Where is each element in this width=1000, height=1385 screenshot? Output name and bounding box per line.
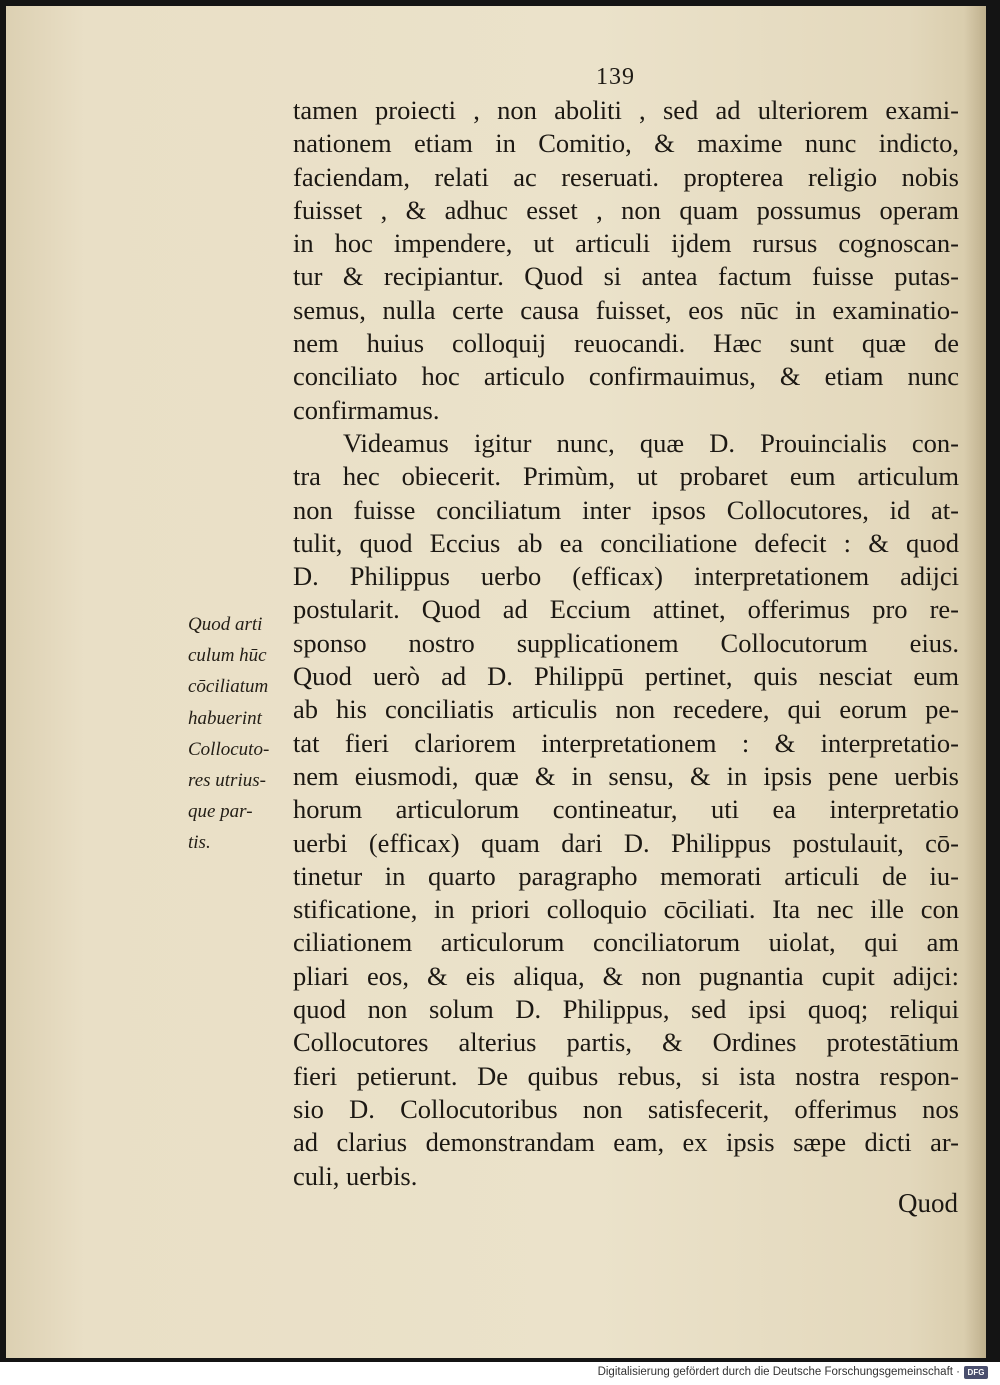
body-text [293,94,959,1193]
margin-note-line: cōciliatum [188,676,269,698]
text-line: quod non solum D. Philippus, sed ipsi quoq; reliqui [293,994,959,1025]
text-line: confirmamus. [293,394,440,425]
dfg-logo-icon: DFG [964,1366,988,1379]
text-line: D. Philippus uerbo (efficax) interpretationem adijci [293,561,959,592]
text-line: semus, nulla certe causa fuisset, eos nūc in examinatio- [293,294,959,325]
margin-note-line: Quod arti [188,614,263,635]
margin-note [188,609,298,859]
text-line: postularit. Quod ad Eccium attinet, offerimus pro re- [293,594,959,625]
text-line: sio D. Collocutoribus non satisfecerit, offerimus nos [293,1093,959,1124]
text-line: non fuisse conciliatum inter ipsos Collocutores, id at- [293,494,959,525]
margin-note-line: tis. [188,832,211,854]
margin-note-line: que par- [188,801,253,823]
margin-note-line: res utrius- [188,769,266,791]
page-edge-shadow [964,6,986,1358]
text-line: ciliationem articulorum conciliatorum uiolat, qui am [293,927,959,958]
catchword: Quod [898,1188,958,1218]
margin-note-line: culum hūc [188,645,267,667]
text-line: tra hec obiecerit. Primùm, ut probaret eum articulum [293,461,959,492]
text-line: Collocutores alterius partis, & Ordines protestātium [293,1027,959,1058]
margin-note-line: habuerint [188,707,262,729]
text-line: horum articulorum contineatur, uti ea interpretatio [293,794,959,825]
text-line: faciendam, relati ac reseruati. propterea religio nobis [293,161,959,192]
text-line: stificatione, in priori colloquio cōciliati. Ita nec ille con [293,894,959,925]
text-line: culi, uerbis. [293,1160,418,1191]
text-line: tulit, quod Eccius ab ea conciliatione defecit : & quod [293,527,959,558]
text-line: Quod uerò ad D. Philippū pertinet, quis nesciat eum [293,661,959,692]
margin-note-line: Collocuto- [188,738,270,760]
text-line: tamen proiecti , non aboliti , sed ad ulteriorem exami- [293,95,959,125]
text-line: tinetur in quarto paragrapho memorati articuli de iu- [293,860,959,891]
text-line: uerbi (efficax) quam dari D. Philippus postulauit, cō- [293,827,959,858]
text-line: fuisset , & adhuc esset , non quam possumus operam [293,194,959,225]
text-line: conciliato hoc articulo confirmauimus, & etiam nunc [293,361,959,392]
text-line: nem eiusmodi, quæ & in sensu, & in ipsis pene uerbis [293,760,959,791]
page-number: 139 [596,64,635,90]
text-line: pliari eos, & eis aliqua, & non pugnantia cupit adijci: [293,960,959,991]
funding-credit: Digitalisierung gefördert durch die Deutsche Forschungsgemeinschaft · [597,1366,960,1378]
text-line: tat fieri clariorem interpretationem : & interpretatio- [293,727,959,758]
text-line: fieri petierunt. De quibus rebus, si ista nostra respon- [293,1060,959,1091]
book-page [6,6,986,1358]
text-line: nationem etiam in Comitio, & maxime nunc indicto, [293,128,959,159]
text-line: in hoc impendere, ut articuli ijdem rursus cognoscan- [293,228,959,259]
text-line: ab his conciliatis articulis non recedere, qui eorum pe- [293,694,959,725]
text-line: Videamus igitur nunc, quæ D. Prouincialis con- [343,427,959,458]
text-line: sponso nostro supplicationem Collocutorum eius. [293,627,959,658]
text-line: nem huius colloquij reuocandi. Hæc sunt quæ de [293,328,959,359]
text-line: ad clarius demonstrandam eam, ex ipsis sæpe dicti ar- [293,1127,959,1158]
footer-bar [0,1362,1000,1385]
text-line: tur & recipiantur. Quod si antea factum fuisse putas- [293,261,959,292]
